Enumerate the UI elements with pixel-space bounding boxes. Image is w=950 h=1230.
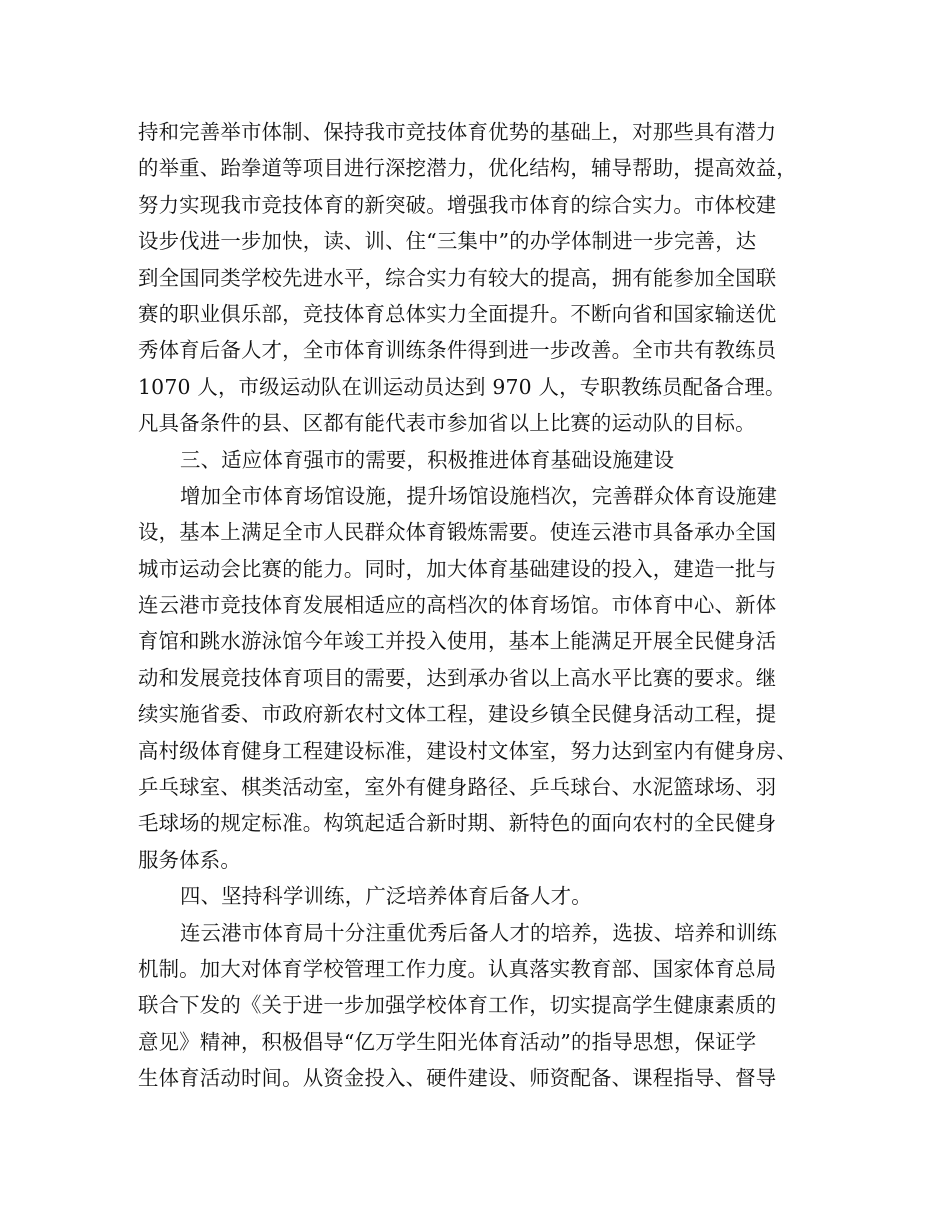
text-line: 的举重、跆拳道等项目进行深挖潜力，优化结构，辅导帮助，提高效益， <box>138 156 797 181</box>
text-line: 努力实现我市竞技体育的新突破。增强我市体育的综合实力。市体校建 <box>138 192 777 217</box>
section-heading: 四、坚持科学训练，广泛培养体育后备人才。 <box>180 884 592 909</box>
text-line: 续实施省委、市政府新农村文体工程，建设乡镇全民健身活动工程，提 <box>138 702 777 727</box>
text-line: 赛的职业俱乐部，竞技体育总体实力全面提升。不断向省和国家输送优 <box>138 301 777 326</box>
text-line: 秀体育后备人才，全市体育训练条件得到进一步改善。全市共有教练员 <box>138 338 777 363</box>
text-line: 持和完善举市体制、保持我市竞技体育优势的基础上，对那些具有潜力 <box>138 120 777 144</box>
text-line: 联合下发的《关于进一步加强学校体育工作，切实提高学生健康素质的 <box>138 993 777 1018</box>
document-body <box>138 114 818 1097</box>
text-line: 设步伐进一步加快，读、训、住“三集中”的办学体制进一步完善，达 <box>138 229 757 254</box>
paragraph-start-line: 增加全市体育场馆设施，提升场馆设施档次，完善群众体育设施建 <box>180 483 778 508</box>
text-line: 生体育活动时间。从资金投入、硬件建设、师资配备、课程指导、督导 <box>138 1066 777 1091</box>
text-line: 到全国同类学校先进水平，综合实力有较大的提高，拥有能参加全国联 <box>138 265 777 290</box>
text-line: 毛球场的规定标准。构筑起适合新时期、新特色的面向农村的全民健身 <box>138 811 777 836</box>
text-line: 1070 人，市级运动队在训运动员达到 970 人，专职教练员配备合理。 <box>138 374 786 399</box>
text-line: 连云港市竞技体育发展相适应的高档次的体育场馆。市体育中心、新体 <box>138 593 777 618</box>
text-line: 意见》精神，积极倡导“亿万学生阳光体育活动”的指导思想，保证学 <box>138 1029 757 1054</box>
text-line: 高村级体育健身工程建设标准，建设村文体室，努力达到室内有健身房、 <box>138 738 797 763</box>
text-line: 育馆和跳水游泳馆今年竣工并投入使用，基本上能满足开展全民健身活 <box>138 629 777 654</box>
section-heading: 三、适应体育强市的需要，积极推进体育基础设施建设 <box>180 447 675 472</box>
text-line: 机制。加大对体育学校管理工作力度。认真落实教育部、国家体育总局 <box>138 956 777 981</box>
text-line: 凡具备条件的县、区都有能代表市参加省以上比赛的运动队的目标。 <box>138 411 756 436</box>
text-line: 服务体系。 <box>138 847 241 872</box>
text-line: 动和发展竞技体育项目的需要，达到承办省以上高水平比赛的要求。继 <box>138 665 777 690</box>
text-line: 设，基本上满足全市人民群众体育锻炼需要。使连云港市具备承办全国 <box>138 520 777 545</box>
text-line: 乒乓球室、棋类活动室，室外有健身路径、乒乓球台、水泥篮球场、羽 <box>138 775 777 800</box>
paragraph-start-line: 连云港市体育局十分注重优秀后备人才的培养，选拔、培养和训练 <box>180 920 778 945</box>
text-line: 城市运动会比赛的能力。同时，加大体育基础建设的投入，建造一批与 <box>138 556 777 581</box>
